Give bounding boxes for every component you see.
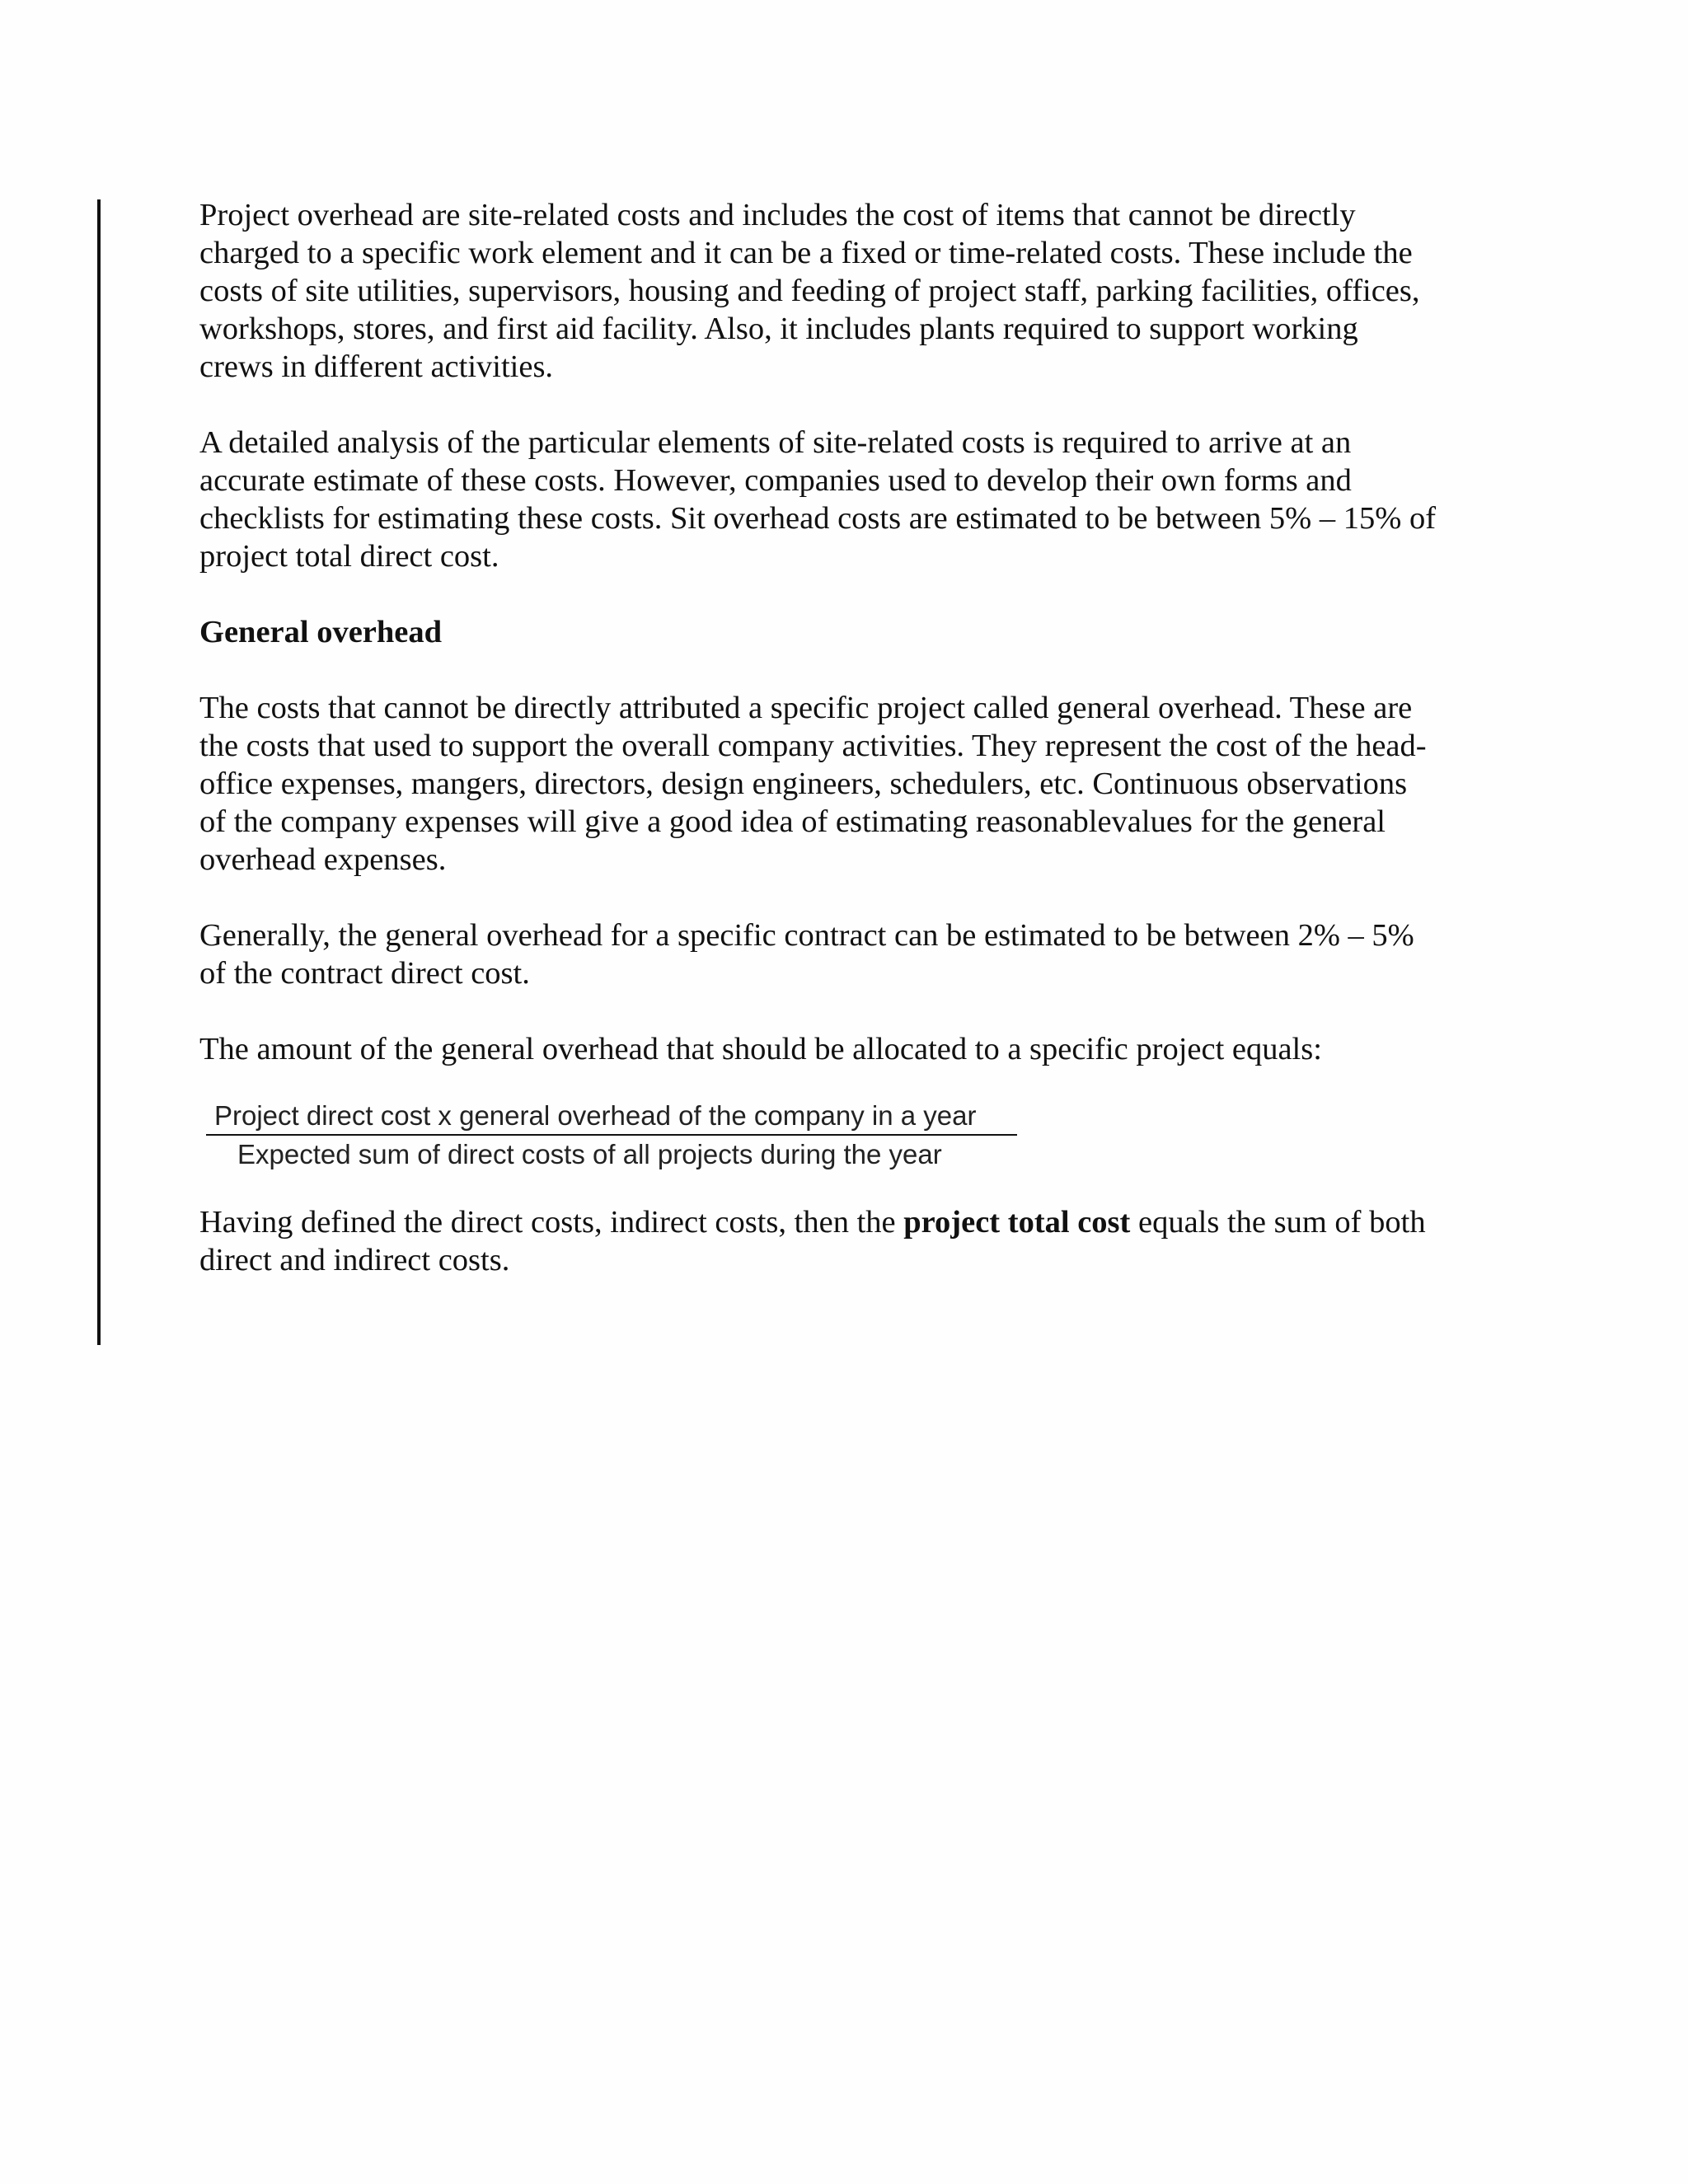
formula-numerator: Project direct cost x general overhead of the company in a year <box>214 1100 977 1131</box>
text-run: Having defined the direct costs, indirect costs, then the <box>199 1205 904 1240</box>
text-line: of the contract direct cost. <box>199 956 530 991</box>
text-line: overhead expenses. <box>199 842 447 877</box>
text-line: checklists for estimating these costs. Sit overhead costs are estimated to be between 5% – 15% of <box>199 501 1437 536</box>
paragraph-site-costs-analysis <box>199 424 1518 575</box>
document-body <box>199 196 1518 1279</box>
text-line: The amount of the general overhead that should be allocated to a specific project equals: <box>199 1032 1322 1066</box>
paragraph-project-overhead <box>199 196 1518 386</box>
text-line: project total direct cost. <box>199 539 499 574</box>
paragraph-general-overhead-definition <box>199 689 1518 879</box>
text-line: Generally, the general overhead for a specific contract can be estimated to be between 2% – 5% <box>199 918 1414 953</box>
text-line: workshops, stores, and first aid facility. Also, it includes plants required to support working <box>199 312 1358 346</box>
text-line: The costs that cannot be directly attributed a specific project called general overhead. These are <box>199 691 1413 725</box>
text-run: equals the sum of both <box>1130 1205 1426 1240</box>
text-line: of the company expenses will give a good idea of estimating reasonablevalues for the general <box>199 804 1386 839</box>
paragraph-general-overhead-estimate <box>199 916 1518 992</box>
text-line <box>199 1203 1518 1241</box>
paragraph-total-cost <box>199 1203 1518 1279</box>
formula-denominator: Expected sum of direct costs of all projects during the year <box>237 1139 942 1169</box>
text-line: office expenses, mangers, directors, design engineers, schedulers, etc. Continuous observations <box>199 766 1408 801</box>
text-line: crews in different activities. <box>199 349 554 384</box>
text-line: the costs that used to support the overall company activities. They represent the cost of the head- <box>199 729 1427 763</box>
paragraph-allocation-intro <box>199 1030 1518 1068</box>
text-line: Project overhead are site-related costs and includes the cost of items that cannot be directly <box>199 198 1356 232</box>
section-heading-general-overhead: General overhead <box>199 615 443 649</box>
text-line: accurate estimate of these costs. However, companies used to develop their own forms and <box>199 463 1352 498</box>
change-bar <box>97 199 101 1345</box>
allocation-formula <box>206 1098 1017 1174</box>
text-line: charged to a specific work element and it can be a fixed or time-related costs. These include the <box>199 236 1413 270</box>
bold-term-project-total-cost: project total cost <box>903 1205 1131 1240</box>
text-line: direct and indirect costs. <box>199 1243 510 1277</box>
text-line: costs of site utilities, supervisors, housing and feeding of project staff, parking facilities, offices, <box>199 274 1420 308</box>
text-line: A detailed analysis of the particular elements of site-related costs is required to arrive at an <box>199 425 1352 460</box>
